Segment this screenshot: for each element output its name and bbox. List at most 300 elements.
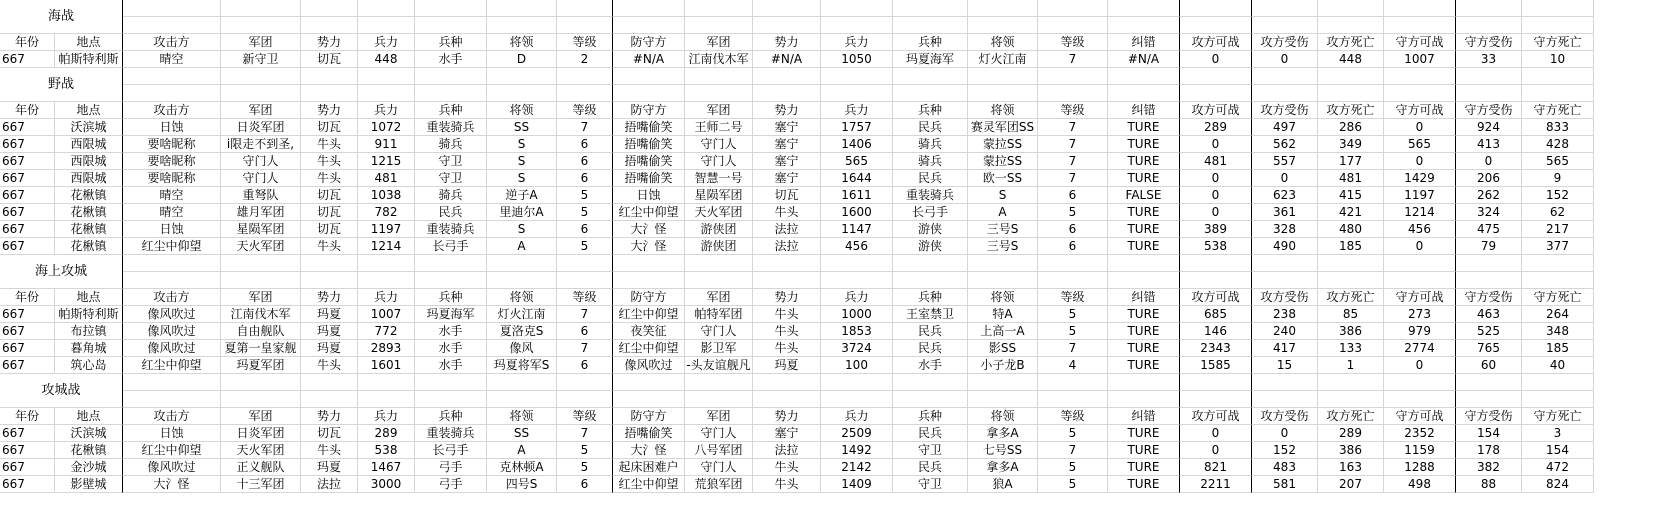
table-cell[interactable]: 西限城 (55, 136, 123, 153)
column-header[interactable]: 军团 (685, 102, 753, 119)
table-cell[interactable]: 玛夏 (301, 306, 358, 323)
table-cell[interactable]: 428 (1522, 136, 1594, 153)
table-cell[interactable]: 切瓦 (301, 221, 358, 238)
table-cell[interactable]: 1600 (821, 204, 893, 221)
table-cell[interactable]: 538 (358, 442, 415, 459)
blank-cell[interactable] (821, 0, 893, 17)
table-cell[interactable]: 守门人 (221, 153, 301, 170)
blank-cell[interactable] (1318, 391, 1384, 408)
column-header[interactable]: 年份 (0, 102, 55, 119)
table-cell[interactable]: A (487, 442, 557, 459)
blank-cell[interactable] (123, 0, 221, 17)
blank-cell[interactable] (613, 85, 685, 102)
blank-cell[interactable] (753, 391, 821, 408)
table-cell[interactable]: 花楸镇 (55, 204, 123, 221)
table-cell[interactable]: 0 (1252, 170, 1318, 187)
table-cell[interactable]: 667 (0, 425, 55, 442)
table-cell[interactable]: 667 (0, 442, 55, 459)
blank-cell[interactable] (1384, 374, 1456, 391)
table-cell[interactable]: 晴空 (123, 51, 221, 68)
table-cell[interactable]: TURE (1108, 306, 1180, 323)
blank-cell[interactable] (893, 68, 968, 85)
table-cell[interactable]: 289 (1318, 425, 1384, 442)
blank-cell[interactable] (301, 85, 358, 102)
table-cell[interactable]: 667 (0, 187, 55, 204)
column-header[interactable]: 年份 (0, 289, 55, 306)
blank-cell[interactable] (123, 85, 221, 102)
table-cell[interactable]: 6 (557, 323, 613, 340)
table-cell[interactable]: 667 (0, 476, 55, 493)
table-cell[interactable]: 481 (1318, 170, 1384, 187)
table-cell[interactable]: 5 (1038, 323, 1108, 340)
column-header[interactable]: 势力 (753, 408, 821, 425)
blank-cell[interactable] (1456, 255, 1522, 272)
table-cell[interactable]: 红尘中仰望 (123, 442, 221, 459)
table-cell[interactable]: 152 (1252, 442, 1318, 459)
table-cell[interactable]: 四号S (487, 476, 557, 493)
table-cell[interactable]: 游侠团 (685, 221, 753, 238)
table-cell[interactable]: 日蚀 (123, 119, 221, 136)
blank-cell[interactable] (123, 17, 221, 34)
blank-cell[interactable] (415, 68, 487, 85)
column-header[interactable]: 将领 (968, 34, 1038, 51)
column-header[interactable]: 兵力 (821, 102, 893, 119)
table-cell[interactable]: 灯火江南 (487, 306, 557, 323)
table-cell[interactable]: 911 (358, 136, 415, 153)
table-cell[interactable]: 5 (1038, 306, 1108, 323)
table-cell[interactable]: 牛头 (301, 153, 358, 170)
table-cell[interactable]: 177 (1318, 153, 1384, 170)
table-cell[interactable]: 晴空 (123, 204, 221, 221)
table-cell[interactable]: 833 (1522, 119, 1594, 136)
blank-cell[interactable] (753, 85, 821, 102)
column-header[interactable]: 将领 (487, 289, 557, 306)
table-cell[interactable]: 西限城 (55, 170, 123, 187)
table-cell[interactable]: 152 (1522, 187, 1594, 204)
table-cell[interactable]: 456 (821, 238, 893, 255)
table-cell[interactable]: 1492 (821, 442, 893, 459)
blank-cell[interactable] (557, 85, 613, 102)
table-cell[interactable]: A (487, 238, 557, 255)
blank-cell[interactable] (685, 68, 753, 85)
blank-cell[interactable] (893, 391, 968, 408)
table-cell[interactable]: 像风吹过 (123, 340, 221, 357)
table-cell[interactable]: 0 (1384, 153, 1456, 170)
table-cell[interactable]: 玛夏海军 (415, 306, 487, 323)
table-cell[interactable]: 5 (1038, 476, 1108, 493)
column-header[interactable]: 纠错 (1108, 34, 1180, 51)
blank-cell[interactable] (893, 374, 968, 391)
column-header[interactable]: 兵种 (415, 408, 487, 425)
table-cell[interactable]: 塞宁 (753, 170, 821, 187)
column-header[interactable]: 守方可战 (1384, 289, 1456, 306)
blank-cell[interactable] (1384, 85, 1456, 102)
table-cell[interactable]: 切瓦 (301, 51, 358, 68)
table-cell[interactable]: 玛夏 (301, 459, 358, 476)
blank-cell[interactable] (487, 85, 557, 102)
table-cell[interactable]: 守门人 (685, 459, 753, 476)
blank-cell[interactable] (968, 85, 1038, 102)
column-header[interactable]: 守方死亡 (1522, 102, 1594, 119)
column-header[interactable]: 兵力 (821, 408, 893, 425)
table-cell[interactable]: 497 (1252, 119, 1318, 136)
table-cell[interactable]: 起床困难户 (613, 459, 685, 476)
table-cell[interactable]: 1853 (821, 323, 893, 340)
table-cell[interactable]: 667 (0, 136, 55, 153)
blank-cell[interactable] (613, 68, 685, 85)
table-cell[interactable]: #N/A (753, 51, 821, 68)
column-header[interactable]: 将领 (968, 408, 1038, 425)
column-header[interactable]: 军团 (221, 34, 301, 51)
blank-cell[interactable] (1180, 391, 1252, 408)
table-cell[interactable]: 0 (1384, 238, 1456, 255)
table-cell[interactable]: 金沙城 (55, 459, 123, 476)
table-cell[interactable]: 88 (1456, 476, 1522, 493)
table-cell[interactable]: 塞宁 (753, 136, 821, 153)
table-cell[interactable]: 牛头 (301, 136, 358, 153)
table-cell[interactable]: 3 (1522, 425, 1594, 442)
table-cell[interactable]: 守门人 (685, 323, 753, 340)
table-cell[interactable]: 480 (1318, 221, 1384, 238)
column-header[interactable]: 地点 (55, 34, 123, 51)
table-cell[interactable]: 9 (1522, 170, 1594, 187)
table-cell[interactable]: 782 (358, 204, 415, 221)
table-cell[interactable]: D (487, 51, 557, 68)
table-cell[interactable]: 八号军团 (685, 442, 753, 459)
table-cell[interactable]: 5 (1038, 425, 1108, 442)
blank-cell[interactable] (1522, 391, 1594, 408)
table-cell[interactable]: 重弩队 (221, 187, 301, 204)
table-cell[interactable]: 守卫 (893, 442, 968, 459)
column-header[interactable]: 将领 (487, 408, 557, 425)
table-cell[interactable]: 水手 (415, 323, 487, 340)
table-cell[interactable]: 捂嘴偷笑 (613, 170, 685, 187)
blank-cell[interactable] (821, 272, 893, 289)
table-cell[interactable]: 1644 (821, 170, 893, 187)
column-header[interactable]: 攻方可战 (1180, 289, 1252, 306)
table-cell[interactable]: 法拉 (753, 238, 821, 255)
table-cell[interactable]: 灯火江南 (968, 51, 1038, 68)
table-cell[interactable]: 0 (1180, 170, 1252, 187)
table-cell[interactable]: 长弓手 (893, 204, 968, 221)
blank-cell[interactable] (821, 255, 893, 272)
table-cell[interactable]: 智慧一号 (685, 170, 753, 187)
table-cell[interactable]: 骑兵 (415, 136, 487, 153)
blank-cell[interactable] (968, 391, 1038, 408)
table-cell[interactable]: 牛头 (301, 357, 358, 374)
table-cell[interactable]: 里迪尔A (487, 204, 557, 221)
column-header[interactable]: 等级 (1038, 408, 1108, 425)
column-header[interactable]: 纠错 (1108, 289, 1180, 306)
table-cell[interactable]: 民兵 (893, 425, 968, 442)
table-cell[interactable]: 影SS (968, 340, 1038, 357)
table-cell[interactable]: 筑心岛 (55, 357, 123, 374)
blank-cell[interactable] (685, 374, 753, 391)
blank-cell[interactable] (487, 272, 557, 289)
table-cell[interactable]: 捂嘴偷笑 (613, 425, 685, 442)
table-cell[interactable]: 守卫 (415, 170, 487, 187)
blank-cell[interactable] (613, 0, 685, 17)
blank-cell[interactable] (301, 272, 358, 289)
blank-cell[interactable] (1318, 68, 1384, 85)
table-cell[interactable]: 雄月军团 (221, 204, 301, 221)
table-cell[interactable]: 牛头 (301, 442, 358, 459)
column-header[interactable]: 攻方受伤 (1252, 289, 1318, 306)
table-cell[interactable]: 565 (821, 153, 893, 170)
blank-cell[interactable] (1252, 17, 1318, 34)
table-cell[interactable]: 15 (1252, 357, 1318, 374)
table-cell[interactable]: 7 (1038, 153, 1108, 170)
column-header[interactable]: 兵力 (358, 289, 415, 306)
blank-cell[interactable] (1038, 391, 1108, 408)
table-cell[interactable]: 民兵 (415, 204, 487, 221)
table-cell[interactable]: 拿多A (968, 425, 1038, 442)
table-cell[interactable]: TURE (1108, 204, 1180, 221)
table-cell[interactable]: 逆子A (487, 187, 557, 204)
blank-cell[interactable] (301, 391, 358, 408)
table-cell[interactable]: 821 (1180, 459, 1252, 476)
table-cell[interactable]: 法拉 (753, 221, 821, 238)
blank-cell[interactable] (1108, 68, 1180, 85)
table-cell[interactable]: 2 (557, 51, 613, 68)
table-cell[interactable]: TURE (1108, 425, 1180, 442)
blank-cell[interactable] (1252, 272, 1318, 289)
blank-cell[interactable] (1038, 255, 1108, 272)
table-cell[interactable]: 6 (557, 476, 613, 493)
table-cell[interactable]: 475 (1456, 221, 1522, 238)
blank-cell[interactable] (968, 255, 1038, 272)
table-cell[interactable]: 红尘中仰望 (123, 357, 221, 374)
blank-cell[interactable] (415, 391, 487, 408)
table-cell[interactable]: 切瓦 (753, 187, 821, 204)
table-cell[interactable]: TURE (1108, 153, 1180, 170)
table-cell[interactable]: 红尘中仰望 (613, 340, 685, 357)
table-cell[interactable]: 154 (1522, 442, 1594, 459)
table-cell[interactable]: 捂嘴偷笑 (613, 136, 685, 153)
table-cell[interactable]: 花楸镇 (55, 442, 123, 459)
blank-cell[interactable] (613, 374, 685, 391)
table-cell[interactable]: 5 (1038, 204, 1108, 221)
blank-cell[interactable] (821, 85, 893, 102)
blank-cell[interactable] (893, 85, 968, 102)
table-cell[interactable]: 江南伐木军 (221, 306, 301, 323)
table-cell[interactable]: 重装骑兵 (415, 221, 487, 238)
column-header[interactable]: 防守方 (613, 102, 685, 119)
table-cell[interactable]: 206 (1456, 170, 1522, 187)
column-header[interactable]: 防守方 (613, 408, 685, 425)
table-cell[interactable]: 6 (1038, 221, 1108, 238)
blank-cell[interactable] (358, 272, 415, 289)
column-header[interactable]: 守方受伤 (1456, 289, 1522, 306)
table-cell[interactable]: 沃滨城 (55, 425, 123, 442)
table-cell[interactable]: S (487, 221, 557, 238)
table-cell[interactable]: 1214 (358, 238, 415, 255)
table-cell[interactable]: 2352 (1384, 425, 1456, 442)
table-cell[interactable]: 389 (1180, 221, 1252, 238)
table-cell[interactable]: 1072 (358, 119, 415, 136)
blank-cell[interactable] (1180, 374, 1252, 391)
table-cell[interactable]: 小子龙B (968, 357, 1038, 374)
table-cell[interactable]: 348 (1522, 323, 1594, 340)
table-cell[interactable]: 979 (1384, 323, 1456, 340)
blank-cell[interactable] (1252, 255, 1318, 272)
table-cell[interactable]: 5 (1038, 459, 1108, 476)
column-header[interactable]: 年份 (0, 408, 55, 425)
blank-cell[interactable] (1252, 374, 1318, 391)
column-header[interactable]: 守方死亡 (1522, 408, 1594, 425)
blank-cell[interactable] (301, 68, 358, 85)
table-cell[interactable]: 1214 (1384, 204, 1456, 221)
blank-cell[interactable] (753, 272, 821, 289)
blank-cell[interactable] (753, 374, 821, 391)
table-cell[interactable]: #N/A (613, 51, 685, 68)
table-cell[interactable]: 捂嘴偷笑 (613, 153, 685, 170)
table-cell[interactable]: 江南伐木军 (685, 51, 753, 68)
table-cell[interactable]: 像风吹过 (123, 323, 221, 340)
table-cell[interactable]: 1429 (1384, 170, 1456, 187)
table-cell[interactable]: 5 (557, 204, 613, 221)
column-header[interactable]: 年份 (0, 34, 55, 51)
blank-cell[interactable] (123, 68, 221, 85)
blank-cell[interactable] (1384, 255, 1456, 272)
blank-cell[interactable] (1522, 17, 1594, 34)
table-cell[interactable]: 重装骑兵 (415, 119, 487, 136)
column-header[interactable]: 等级 (557, 102, 613, 119)
column-header[interactable]: 势力 (301, 408, 358, 425)
blank-cell[interactable] (968, 68, 1038, 85)
table-cell[interactable]: 7 (557, 425, 613, 442)
blank-cell[interactable] (685, 0, 753, 17)
blank-cell[interactable] (301, 17, 358, 34)
table-cell[interactable]: 286 (1318, 119, 1384, 136)
table-cell[interactable]: 水手 (893, 357, 968, 374)
table-cell[interactable]: 花楸镇 (55, 187, 123, 204)
column-header[interactable]: 兵种 (893, 34, 968, 51)
table-cell[interactable]: 1007 (1384, 51, 1456, 68)
blank-cell[interactable] (968, 374, 1038, 391)
blank-cell[interactable] (1522, 85, 1594, 102)
table-cell[interactable]: 565 (1522, 153, 1594, 170)
table-cell[interactable]: 花楸镇 (55, 221, 123, 238)
column-header[interactable]: 势力 (301, 102, 358, 119)
table-cell[interactable]: 水手 (415, 340, 487, 357)
blank-cell[interactable] (557, 272, 613, 289)
table-cell[interactable]: 7 (557, 340, 613, 357)
table-cell[interactable]: 685 (1180, 306, 1252, 323)
table-cell[interactable]: SS (487, 425, 557, 442)
table-cell[interactable]: 新守卫 (221, 51, 301, 68)
column-header[interactable]: 地点 (55, 289, 123, 306)
blank-cell[interactable] (557, 374, 613, 391)
column-header[interactable]: 等级 (557, 34, 613, 51)
blank-cell[interactable] (1456, 17, 1522, 34)
table-cell[interactable]: 924 (1456, 119, 1522, 136)
table-cell[interactable]: 538 (1180, 238, 1252, 255)
table-cell[interactable]: 667 (0, 340, 55, 357)
table-cell[interactable]: 0 (1252, 51, 1318, 68)
table-cell[interactable]: 7 (1038, 51, 1108, 68)
table-cell[interactable]: 重装骑兵 (893, 187, 968, 204)
column-header[interactable]: 守方受伤 (1456, 102, 1522, 119)
table-cell[interactable]: 游侠 (893, 221, 968, 238)
table-cell[interactable]: 特A (968, 306, 1038, 323)
table-cell[interactable]: 40 (1522, 357, 1594, 374)
column-header[interactable]: 等级 (557, 408, 613, 425)
table-cell[interactable]: 游侠 (893, 238, 968, 255)
column-header[interactable]: 地点 (55, 102, 123, 119)
table-cell[interactable]: 影卫军 (685, 340, 753, 357)
blank-cell[interactable] (1384, 0, 1456, 17)
table-cell[interactable]: 361 (1252, 204, 1318, 221)
table-cell[interactable]: 824 (1522, 476, 1594, 493)
blank-cell[interactable] (685, 391, 753, 408)
table-cell[interactable]: 帕斯特利斯 (55, 51, 123, 68)
table-cell[interactable]: 拿多A (968, 459, 1038, 476)
blank-cell[interactable] (1456, 374, 1522, 391)
table-cell[interactable]: 大氵怪 (613, 442, 685, 459)
column-header[interactable]: 攻击方 (123, 408, 221, 425)
table-cell[interactable]: 667 (0, 153, 55, 170)
table-cell[interactable]: 玛夏海军 (893, 51, 968, 68)
column-header[interactable]: 军团 (221, 102, 301, 119)
blank-cell[interactable] (1108, 85, 1180, 102)
table-cell[interactable]: 要啥昵称 (123, 153, 221, 170)
table-cell[interactable]: 星陨军团 (685, 187, 753, 204)
column-header[interactable]: 兵种 (415, 289, 487, 306)
table-cell[interactable]: 289 (358, 425, 415, 442)
table-cell[interactable]: 667 (0, 221, 55, 238)
blank-cell[interactable] (821, 374, 893, 391)
blank-cell[interactable] (685, 272, 753, 289)
blank-cell[interactable] (1456, 391, 1522, 408)
table-cell[interactable]: 红尘中仰望 (613, 306, 685, 323)
table-cell[interactable]: 33 (1456, 51, 1522, 68)
blank-cell[interactable] (1108, 391, 1180, 408)
table-cell[interactable]: 1050 (821, 51, 893, 68)
table-cell[interactable]: 264 (1522, 306, 1594, 323)
column-header[interactable]: 兵种 (893, 408, 968, 425)
table-cell[interactable]: 1007 (358, 306, 415, 323)
table-cell[interactable]: 667 (0, 119, 55, 136)
table-cell[interactable]: 772 (358, 323, 415, 340)
table-cell[interactable]: 7 (1038, 340, 1108, 357)
column-header[interactable]: 守方死亡 (1522, 289, 1594, 306)
table-cell[interactable]: 长弓手 (415, 442, 487, 459)
table-cell[interactable]: 7 (1038, 136, 1108, 153)
table-cell[interactable]: 6 (557, 153, 613, 170)
blank-cell[interactable] (1108, 374, 1180, 391)
table-cell[interactable]: 1601 (358, 357, 415, 374)
blank-cell[interactable] (1038, 0, 1108, 17)
table-cell[interactable]: 1406 (821, 136, 893, 153)
table-cell[interactable]: 红尘中仰望 (613, 476, 685, 493)
table-cell[interactable]: 切瓦 (301, 187, 358, 204)
column-header[interactable]: 攻方死亡 (1318, 34, 1384, 51)
table-cell[interactable]: 154 (1456, 425, 1522, 442)
table-cell[interactable]: 1585 (1180, 357, 1252, 374)
table-cell[interactable]: 417 (1252, 340, 1318, 357)
column-header[interactable]: 军团 (685, 34, 753, 51)
blank-cell[interactable] (613, 272, 685, 289)
blank-cell[interactable] (1108, 272, 1180, 289)
table-cell[interactable]: 长弓手 (415, 238, 487, 255)
table-cell[interactable]: 玛夏 (301, 340, 358, 357)
blank-cell[interactable] (487, 391, 557, 408)
table-cell[interactable]: 守门人 (685, 136, 753, 153)
column-header[interactable]: 攻方死亡 (1318, 102, 1384, 119)
blank-cell[interactable] (1318, 85, 1384, 102)
table-cell[interactable]: 1038 (358, 187, 415, 204)
